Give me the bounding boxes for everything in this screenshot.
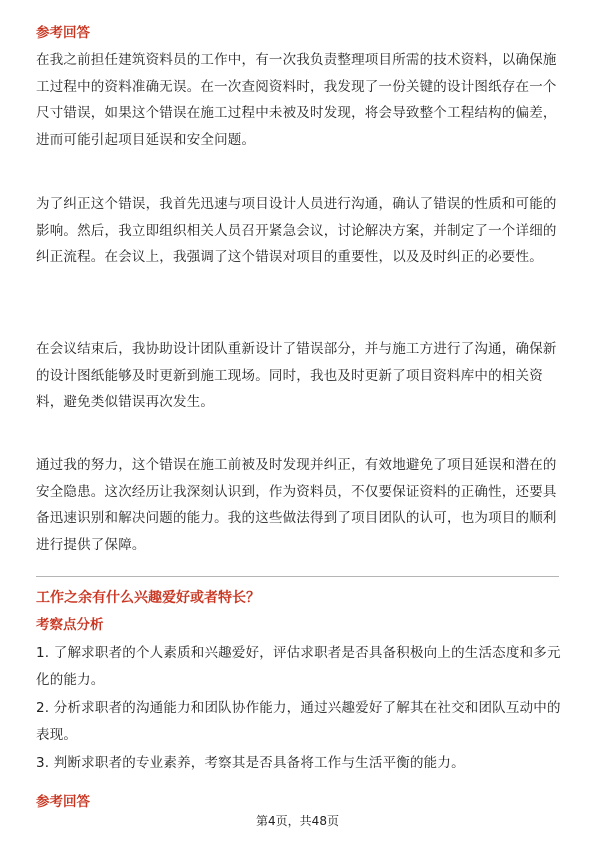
list-item: 1. 了解求职者的个人素质和兴趣爱好，评估求职者是否具备积极向上的生活态度和多元化的能力。: [36, 645, 561, 688]
answer-paragraph-4: 通过我的努力，这个错误在施工前被及时发现并纠正，有效地避免了项目延误和潜在的安全隐患。这次经历让我深刻认识到，作为资料员，不仅要保证资料的正确性，还要具备迅速识别和解决问题的能力。我的这些做法得到了项目团队的认可，也为项目的顺利进行提供了保障。: [36, 457, 557, 553]
answer-paragraph-2: 为了纠正这个错误，我首先迅速与项目设计人员进行沟通，确认了错误的性质和可能的影响。然后，我立即组织相关人员召开紧急会议，讨论解决方案，并制定了一个详细的纠正流程。在会议上，我强调了这个错误对项目的重要性，以及及时纠正的必要性。: [36, 196, 557, 265]
list-item: 3. 判断求职者的专业素养，考察其是否具备将工作与生活平衡的能力。: [36, 755, 465, 771]
answer-paragraph-3: 在会议结束后，我协助设计团队重新设计了错误部分，并与施工方进行了沟通，确保新的设计图纸能够及时更新到施工现场。同时，我也及时更新了项目资料库中的相关资料，避免类似错误再次发生。: [36, 341, 557, 410]
answer-paragraph-1: 在我之前担任建筑资料员的工作中，有一次我负责整理项目所需的技术资料，以确保施工过程中的资料准确无误。在一次查阅资料时，我发现了一份关键的设计图纸存在一个尺寸错误，如果这个错误在施工过程中未被及时发现，将会导致整个工程结构的偏差，进而可能引起项目延误和安全问题。: [36, 52, 557, 148]
list-item: 2. 分析求职者的沟通能力和团队协作能力，通过兴趣爱好了解其在社交和团队互动中的表现。: [36, 700, 561, 743]
section-divider: [36, 576, 559, 577]
analysis-list: [36, 640, 564, 779]
reference-answer-heading-2: 参考回答: [36, 794, 90, 810]
question-title: 工作之余有什么兴趣爱好或者特长？: [36, 590, 260, 606]
page-number: 第4页，共48页: [256, 814, 339, 828]
reference-answer-heading: 参考回答: [36, 25, 90, 41]
analysis-heading: 考察点分析: [36, 617, 104, 633]
